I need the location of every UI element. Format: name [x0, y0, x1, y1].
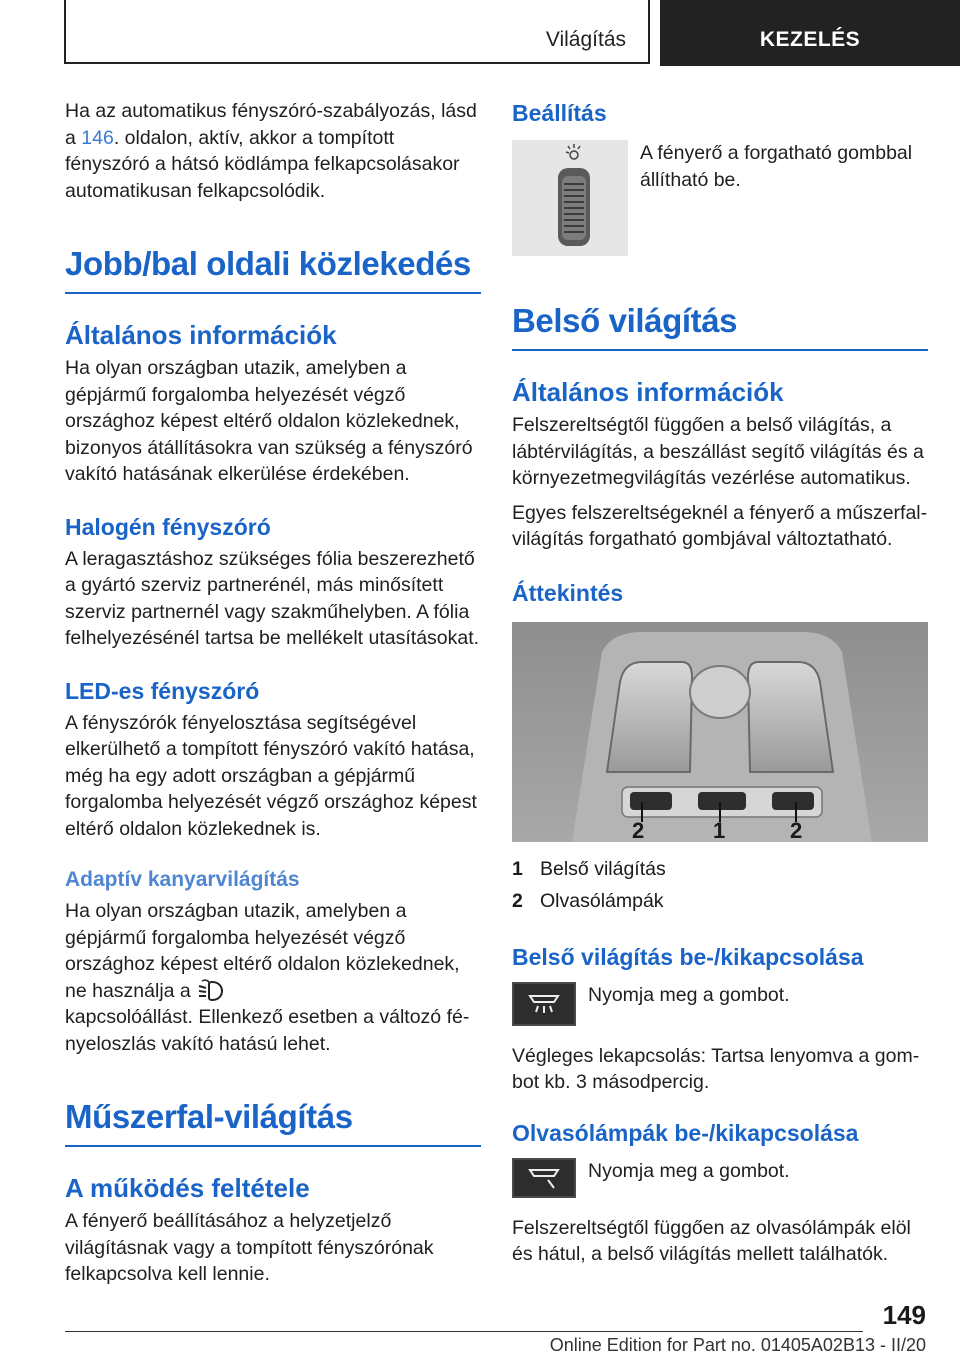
heading-adaptive-cornering: Adaptív kanyarvilágítás	[65, 868, 300, 891]
reading-light-button-right	[772, 792, 814, 810]
heading-operating-condition: A működés feltétele	[65, 1173, 310, 1203]
condition-paragraph: A fényerő beállításához a helyzetjelző világításnak vagy a tompított fényszórónak felkapcsolva kell lennie.	[65, 1210, 434, 1285]
led-paragraph: A fényszórók fényelosztása segítségével elkerülhető a tompított fényszóró vakító hatása, még ha egy adott országban a gépjármű forgalomba helyezését végző országhoz képest eltérő oldalon közlekednek is.	[65, 711, 477, 840]
general-info-paragraph: Ha olyan országban utazik, amelyben a gépjármű forgalomba helyezését végző országhoz képest eltérő oldalon közlekednek, bizonyos átállításokra van szükség a fényszóró vakító hatásának elkerülése érdekében.	[65, 357, 473, 485]
section-title: Világítás	[545, 28, 626, 51]
edition-info: Online Edition for Part no. 01405A02B13 - II/20	[549, 1335, 926, 1355]
setting-paragraph: A fényerő a forgatható gombbal állítható be.	[640, 142, 913, 191]
callout-1: 1	[713, 817, 726, 843]
left-column	[65, 98, 481, 1288]
heading-general-info-right: Általános információk	[512, 377, 784, 407]
overhead-console-image	[512, 622, 928, 842]
heading-setting: Beállítás	[512, 100, 607, 126]
interior-light-button-image	[512, 982, 576, 1031]
legend-item: 1 Belső világítás	[512, 857, 666, 880]
heading-interior-onoff: Belső világítás be-/kikapcsolása	[512, 943, 864, 970]
reading-light-button-image	[512, 1158, 576, 1203]
press-button-paragraph-1: Nyomja meg a gombot.	[588, 983, 790, 1006]
reading-button-row	[512, 1158, 928, 1203]
interior-button-row	[512, 982, 928, 1031]
heading-right-left-traffic: Jobb/bal oldali közlekedés	[65, 244, 481, 294]
chapter-tab	[660, 0, 960, 66]
page-header	[0, 0, 960, 66]
footer-divider	[65, 1331, 863, 1332]
chapter-title: KEZELÉS	[759, 28, 861, 51]
interior-light-button	[698, 792, 746, 810]
heading-general-info: Általános információk	[65, 320, 337, 350]
headlight-switch-icon	[196, 979, 226, 1003]
heading-led-headlight: LED-es fényszóró	[65, 677, 260, 704]
heading-overview: Áttekintés	[512, 579, 624, 606]
heading-dashboard-lighting: Műszerfal-világítás	[65, 1097, 481, 1147]
page-number: 149	[882, 1300, 926, 1330]
setting-row	[512, 140, 928, 261]
heading-halogen-headlight: Halogén fényszóró	[65, 513, 271, 540]
heading-reading-onoff: Olvasólámpák be-/kikapcsolása	[512, 1119, 859, 1146]
adaptive-paragraph: Ha olyan országban utazik, amelyben a gépjármű forgalomba helyezését végző országhoz képest eltérő oldalon közlekednek, ne használja a kapcsolóállást. Ellenkező esetben a változó fényeloszlás vakító hatású lehet.	[65, 900, 470, 1055]
interior-general-paragraph-2: Egyes felszereltségeknél a fényerő a műszerfalvilágítás forgatható gombjával változtatható.	[512, 501, 928, 550]
brightness-knob-image	[512, 140, 628, 261]
section-tab	[64, 0, 650, 64]
permanent-off-paragraph: Végleges lekapcsolás: Tartsa lenyomva a gombot kb. 3 másodpercig.	[512, 1044, 920, 1093]
press-button-paragraph-2: Nyomja meg a gombot.	[588, 1159, 790, 1182]
callout-2-left: 2	[632, 817, 645, 843]
intro-paragraph: Ha az automatikus fényszóró-szabályozás, lásd a 146. oldalon, aktív, akkor a tompított fényszóró a hátsó ködlámpa felkapcsolásakor automatikusan felkapcsolódik.	[65, 100, 477, 202]
right-column	[512, 98, 928, 1268]
halogen-paragraph: A leragasztáshoz szükséges fólia beszerezhető a gyártó szerviz partnerénél, más minősített szerviz partnernél vagy szakműhelyben. A fólia felhelyezésénél tartsa be mellékelt utasításokat.	[65, 547, 480, 649]
callout-2-right: 2	[790, 817, 803, 843]
reading-light-button-left	[630, 792, 672, 810]
legend-item: 2 Olvasólámpák	[512, 889, 664, 912]
reading-info-paragraph: Felszereltségtől függően az olvasólámpák elöl és hátul, a belső világítás mellett találhatók.	[512, 1216, 911, 1265]
interior-general-paragraph-1: Felszereltségtől függően a belső világítás, a lábtérvilágítás, a beszállást segítő világítás és a környezetmegvilágítás vezérlése automatikus.	[512, 414, 924, 489]
page-link-146[interactable]: 146	[81, 126, 114, 149]
heading-interior-lighting: Belső világítás	[512, 301, 928, 351]
